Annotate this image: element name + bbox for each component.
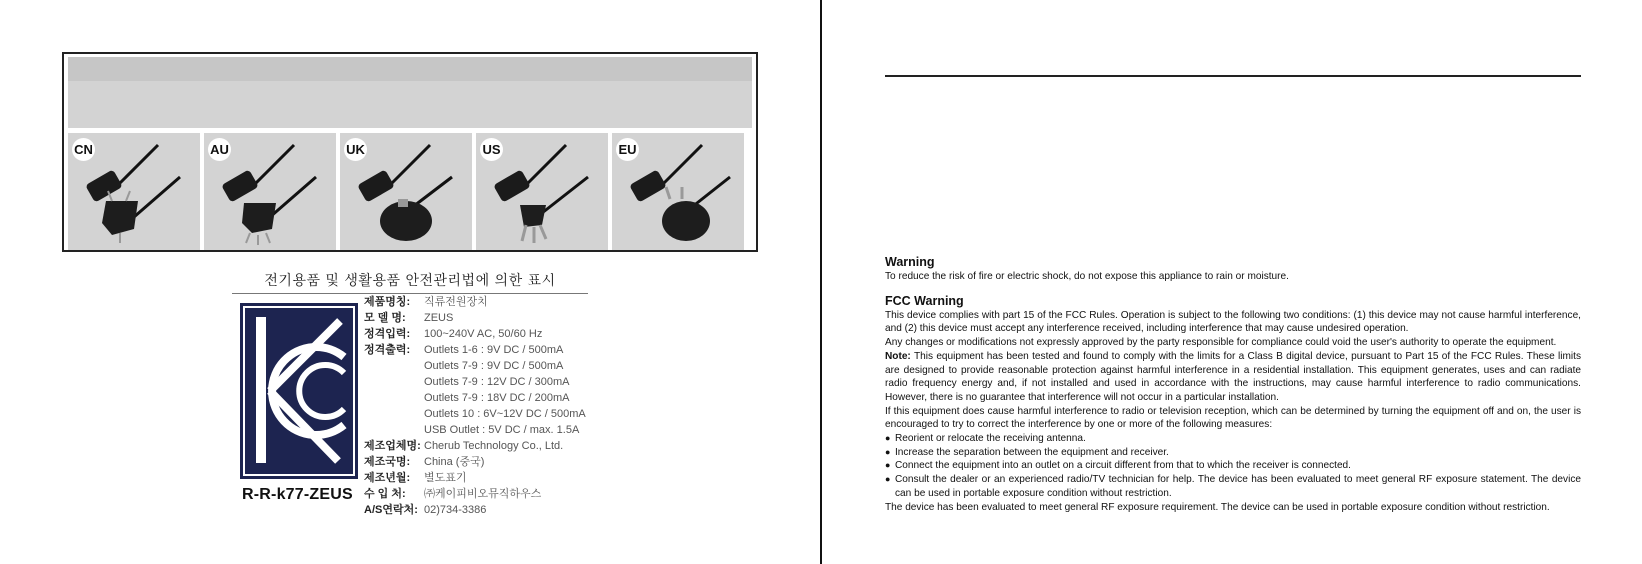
kc-value: 별도표기 [424, 472, 467, 484]
kc-row-rated-output [364, 342, 563, 358]
power-cable-panel [62, 52, 758, 252]
kc-value: 100~240V AC, 50/60 Hz [424, 328, 543, 340]
panel-header [68, 57, 752, 128]
kc-output-line: USB Outlet : 5V DC / max. 1.5A [424, 424, 580, 436]
fcc-bullet: ● Connect the equipment into an outlet on a circuit different from that to which the receiver is connected. [885, 459, 1581, 473]
kc-value: China (중국) [424, 456, 485, 468]
fcc-note-label: Note: [885, 350, 911, 362]
plug-label: CN [72, 138, 95, 161]
kc-key: 제품명칭: [364, 296, 411, 308]
kc-output-line: Outlets 7-9 : 18V DC / 200mA [424, 392, 570, 404]
plug-cell-au [204, 133, 336, 250]
kc-key: 모 델 명: [364, 312, 406, 324]
kc-row-model [364, 310, 453, 326]
kc-row-manufacture-date [364, 470, 467, 486]
header-rule [885, 75, 1581, 77]
kc-key: 정격입력: [364, 328, 411, 340]
fcc-note [885, 350, 1581, 405]
kc-title: 전기용품 및 생활용품 안전관리법에 의한 표시 [264, 273, 556, 289]
plug-cell-eu [612, 133, 744, 250]
kc-key: 제조업체명: [364, 440, 421, 452]
fcc-closing: The device has been evaluated to meet general RF exposure requirement. The device can be used in portable exposure condition without restriction. [885, 501, 1550, 513]
kc-row-country [364, 454, 484, 470]
fcc-section [885, 295, 1581, 514]
fcc-paragraph: Any changes or modifications not expressly approved by the party responsible for compliance could void the user's authority to operate the equipment. [885, 337, 1557, 349]
kc-output-line: Outlets 10 : 6V~12V DC / 500mA [424, 408, 586, 420]
plug-cell-cn [68, 133, 200, 250]
kc-key: 정격출력: [364, 344, 411, 356]
fcc-bullet: ● Consult the dealer or an experienced radio/TV technician for help. The device has been evaluated to meet general RF exposure statement. The device can be used in portable exposure condition without restriction. [885, 473, 1581, 500]
kc-certification-logo-icon [240, 303, 358, 479]
warning-heading: Warning [885, 255, 935, 269]
kc-value: 02)734-3386 [424, 504, 487, 516]
kc-value: 직류전원장치 [424, 296, 488, 308]
kc-value: Outlets 1-6 : 9V DC / 500mA [424, 344, 564, 356]
kc-value: Cherub Technology Co., Ltd. [424, 440, 564, 452]
plug-label: AU [208, 138, 231, 161]
kc-key: A/S연락처: [364, 504, 418, 516]
kc-row-manufacturer [364, 438, 563, 454]
fcc-bullet: ● Increase the separation between the equipment and receiver. [885, 446, 1581, 460]
page-divider [820, 0, 822, 564]
fcc-paragraph: If this equipment does cause harmful interference to radio or television reception, which can be determined by turning the equipment off and on, the user is encouraged to try to correct the interference by one or more of the following measures: [885, 405, 1581, 431]
plug-cell-uk [340, 133, 472, 250]
kc-key: 수 입 처: [364, 488, 406, 500]
plug-label: EU [616, 138, 639, 161]
kc-row-importer [364, 486, 541, 502]
fcc-heading: FCC Warning [885, 294, 964, 308]
kc-key: 제조년월: [364, 472, 411, 484]
kc-row-product-name [364, 294, 488, 310]
warning-text: To reduce the risk of fire or electric shock, do not expose this appliance to rain or moisture. [885, 270, 1289, 282]
warning-section [885, 256, 1581, 283]
kc-row-rated-input [364, 326, 542, 342]
plug-label: UK [344, 138, 367, 161]
kc-value: ZEUS [424, 312, 454, 324]
plug-cell-us [476, 133, 608, 250]
fcc-bullet: ● Reorient or relocate the receiving antenna. [885, 432, 1581, 446]
kc-value: ㈜케이피비오뮤직하우스 [424, 488, 542, 500]
kc-output-line: Outlets 7-9 : 12V DC / 300mA [424, 376, 570, 388]
kc-key: 제조국명: [364, 456, 411, 468]
kc-row-service-contact [364, 502, 486, 518]
kc-certification-code: R-R-k77-ZEUS [242, 486, 353, 503]
kc-output-line: Outlets 7-9 : 9V DC / 500mA [424, 360, 564, 372]
fcc-note-text: This equipment has been tested and found to comply with the limits for a Class B digital device, pursuant to Part 15 of the FCC Rules. These limits are designed to provide reasonable protection against harmful interference in a residential installation. This equipment generates, uses and can radiate radio frequency energy and, if not installed and used in accordance with the instructions, may cause harmful interference to radio communications. However, there is no guarantee that interference will not occur in a particular installation. [885, 350, 1582, 403]
fcc-paragraph: This device complies with part 15 of the FCC Rules. Operation is subject to the following two conditions: (1) this device may not cause harmful interference, and (2) this device must accept any interference received, including interference that may cause undesired operation. [885, 309, 1581, 335]
plug-label: US [480, 138, 503, 161]
